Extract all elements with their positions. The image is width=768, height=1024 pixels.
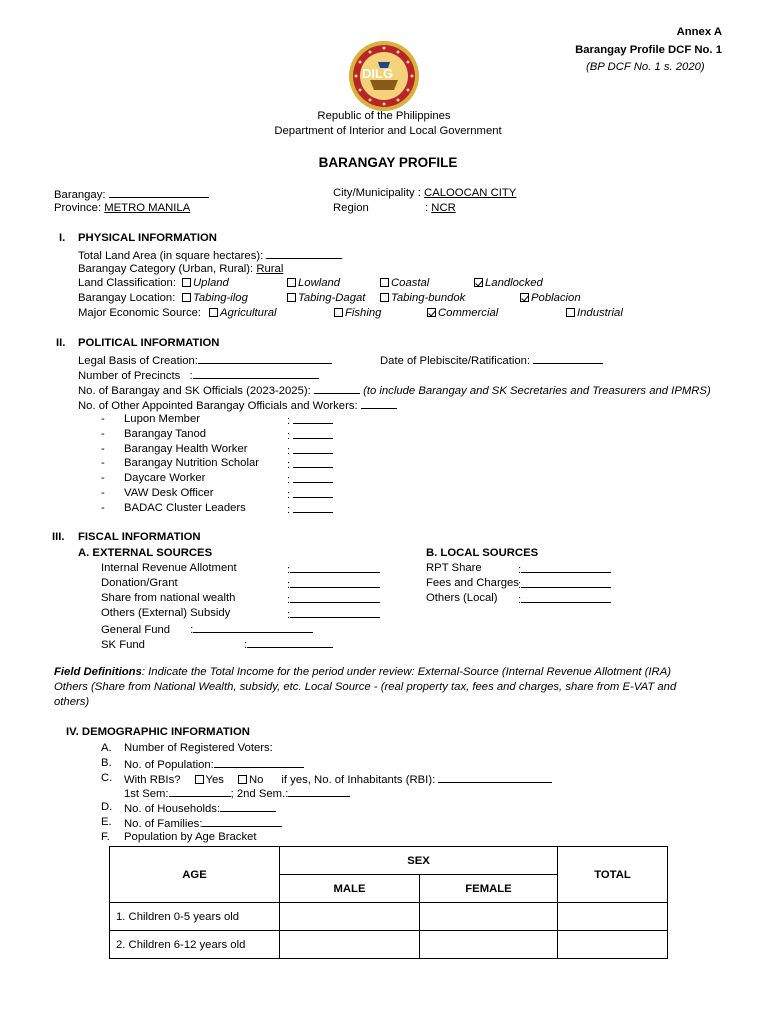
region-value-wrap [425, 202, 456, 214]
sk-fund-field: SK Fund : [101, 637, 333, 651]
rbi-field [124, 772, 552, 786]
sem2-label: ; 2nd Sem.: [230, 788, 289, 800]
general-fund-input-line[interactable] [193, 622, 313, 633]
worker-bullet: - [101, 427, 105, 440]
option-label: Industrial [577, 307, 623, 319]
marker-d: D. [101, 801, 113, 813]
option-label: Poblacion [531, 292, 581, 304]
category-value[interactable]: Rural [256, 263, 284, 275]
sem1-input-line[interactable] [169, 786, 231, 797]
province-label: Province: [54, 202, 102, 214]
section-number-3: III. [52, 531, 65, 543]
external-source-input-line[interactable] [290, 592, 380, 603]
external-source-label: Others (External) Subsidy [101, 607, 231, 619]
annex-label: Annex A [676, 26, 722, 38]
plebiscite-field [380, 353, 603, 367]
worker-count-input-line[interactable] [293, 457, 333, 468]
worker-count-field: : [287, 502, 333, 516]
local-source-label: Fees and Charges [426, 577, 519, 589]
external-source-field: : [287, 562, 380, 576]
sex-header: SEX [280, 847, 558, 875]
category-label: Barangay Category (Urban, Rural): [78, 263, 254, 275]
field-definitions [54, 666, 720, 678]
section-number-2: II. [56, 337, 66, 349]
worker-label: Barangay Health Worker [124, 442, 248, 455]
worker-bullet: - [101, 442, 105, 455]
population-label: No. of Population: [124, 759, 214, 771]
section-title-demographic: IV. DEMOGRAPHIC INFORMATION [66, 726, 250, 738]
local-source-input-line[interactable] [521, 562, 611, 573]
precincts-field: Number of Precincts : [78, 368, 319, 382]
total-cell[interactable] [558, 903, 668, 931]
seal-lettering: DILG [362, 66, 394, 81]
checkbox-upland[interactable] [182, 278, 191, 287]
rbi-no-label: No [248, 774, 264, 786]
other-appointed-input-line[interactable] [361, 398, 397, 409]
checkbox-fishing[interactable] [334, 308, 343, 317]
precincts-label: Number of Precincts [78, 370, 181, 382]
worker-count-field: : [287, 428, 333, 442]
female-header: FEMALE [420, 875, 558, 903]
city-label: City/Municipality : [333, 187, 421, 199]
age-bracket-label: Population by Age Bracket [124, 831, 257, 843]
male-cell[interactable] [280, 931, 420, 959]
worker-bullet: - [101, 413, 105, 425]
households-field [124, 801, 276, 815]
general-fund-field: General Fund : [101, 622, 313, 636]
option-poblacion[interactable] [520, 292, 581, 304]
option-label: Tabing-Dagat [298, 292, 366, 304]
external-source-label: Donation/Grant [101, 577, 178, 589]
local-source-field: : [518, 577, 611, 591]
barangay-location-label: Barangay Location: [78, 292, 176, 304]
field-definitions-label: Field Definitions [54, 666, 142, 678]
dcf-number: Barangay Profile DCF No. 1 [575, 44, 722, 56]
option-landlocked[interactable] [474, 277, 543, 289]
city-field [333, 187, 516, 199]
other-appointed-label: No. of Other Appointed Barangay Officials and Workers: [78, 400, 358, 412]
female-cell[interactable] [420, 903, 558, 931]
worker-count-input-line[interactable] [293, 487, 333, 498]
sem2-input-line[interactable] [288, 786, 350, 797]
general-fund-label: General Fund [101, 624, 171, 636]
land-area-label: Total Land Area (in square hectares): [78, 250, 264, 262]
legal-basis-field [78, 353, 332, 367]
dcf-reference: (BP DCF No. 1 s. 2020) [586, 61, 705, 73]
worker-bullet: - [101, 472, 105, 485]
marker-b: B. [101, 757, 112, 769]
external-sources-title: A. EXTERNAL SOURCES [78, 547, 213, 559]
province-value[interactable]: METRO MANILA [104, 202, 191, 214]
sk-fund-input-line[interactable] [247, 637, 333, 648]
option-industrial[interactable] [566, 307, 623, 319]
external-source-label: Share from national wealth [101, 592, 236, 604]
worker-bullet: - [101, 457, 105, 470]
section-number-1: I. [59, 232, 66, 244]
worker-count-field: : [287, 443, 333, 457]
families-input-line[interactable] [202, 816, 282, 827]
checkbox-industrial[interactable] [566, 308, 575, 317]
legal-basis-label: Legal Basis of Creation: [78, 355, 198, 367]
worker-label: BADAC Cluster Leaders [124, 501, 246, 514]
worker-count-input-line[interactable] [293, 413, 333, 424]
section-title-political: POLITICAL INFORMATION [78, 337, 220, 349]
rbi-inhabitants-input-line[interactable] [438, 772, 552, 783]
option-label: Tabing-bundok [391, 292, 466, 304]
worker-bullet: - [101, 501, 105, 514]
checkbox-coastal[interactable] [380, 278, 389, 287]
checkbox-agricultural[interactable] [209, 308, 218, 317]
worker-count-input-line[interactable] [293, 428, 333, 439]
barangay-input-line[interactable] [109, 187, 209, 198]
marker-f: F. [101, 831, 110, 843]
worker-count-field: : [287, 472, 333, 486]
local-source-input-line[interactable] [521, 577, 611, 588]
population-field [124, 757, 304, 771]
other-appointed-field [78, 398, 397, 412]
local-source-field: : [518, 562, 611, 576]
precincts-input-line[interactable] [193, 368, 319, 379]
option-label: Tabing-ilog [193, 292, 248, 304]
external-source-input-line[interactable] [290, 562, 380, 573]
field-definitions-line3: others) [54, 696, 90, 708]
plebiscite-label: Date of Plebiscite/Ratification: [380, 355, 531, 367]
rbi-yes-label: Yes [205, 774, 224, 786]
checkbox-tabing-bundok[interactable] [380, 293, 389, 302]
households-input-line[interactable] [220, 801, 276, 812]
option-label: Commercial [438, 307, 499, 319]
population-input-line[interactable] [214, 757, 304, 768]
land-classification-label: Land Classification: [78, 277, 176, 289]
male-cell[interactable] [280, 903, 420, 931]
worker-count-field: : [287, 487, 333, 501]
field-definitions-line2: Others (Share from National Wealth, subsidy, etc. Local Source - (real property tax, fees and charges, share from E-VAT and [54, 681, 677, 693]
worker-label: VAW Desk Officer [124, 487, 214, 499]
option-commercial[interactable] [427, 307, 498, 319]
registered-voters-label: Number of Registered Voters: [124, 742, 273, 754]
option-label: Landlocked [485, 277, 543, 289]
marker-a: A. [101, 742, 112, 754]
worker-label: Lupon Member [124, 413, 200, 425]
external-source-field: : [287, 577, 380, 591]
option-label: Agricultural [220, 307, 277, 319]
local-source-label: RPT Share [426, 562, 482, 574]
checkbox-rbi-no[interactable] [238, 775, 247, 784]
republic-line: Republic of the Philippines [317, 110, 451, 122]
male-header: MALE [280, 875, 420, 903]
region-label: Region [333, 202, 369, 214]
external-source-field: : [287, 607, 380, 621]
option-coastal[interactable] [380, 277, 429, 289]
sem1-label: 1st Sem: [124, 788, 169, 800]
external-source-label: Internal Revenue Allotment [101, 562, 237, 574]
table-row [110, 931, 668, 959]
checkbox-poblacion[interactable] [520, 293, 529, 302]
department-line: Department of Interior and Local Government [274, 125, 502, 137]
age-row-label: 2. Children 6-12 years old [110, 931, 280, 959]
option-label: Coastal [391, 277, 430, 289]
officials-field [78, 383, 711, 397]
table-row [110, 903, 668, 931]
sk-fund-label: SK Fund [101, 639, 145, 651]
families-field [124, 816, 282, 830]
category-field [78, 263, 283, 275]
region-field [333, 202, 369, 214]
local-source-field: : [518, 592, 611, 606]
option-tabing-dagat[interactable] [287, 292, 365, 304]
rbi-label: With RBIs? [124, 774, 181, 786]
worker-count-field: : [287, 413, 333, 427]
external-source-field: : [287, 592, 380, 606]
checkbox-tabing-dagat[interactable] [287, 293, 296, 302]
land-area-field [78, 248, 342, 262]
external-source-input-line[interactable] [290, 577, 380, 588]
worker-count-input-line[interactable] [293, 502, 333, 513]
semester-field [124, 786, 350, 800]
checkbox-lowland[interactable] [287, 278, 296, 287]
option-fishing[interactable] [334, 307, 381, 319]
total-header: TOTAL [558, 847, 668, 903]
barangay-label: Barangay: [54, 189, 106, 201]
worker-count-field: : [287, 457, 333, 471]
marker-e: E. [101, 816, 112, 828]
external-source-input-line[interactable] [290, 607, 380, 618]
age-row-label: 1. Children 0-5 years old [110, 903, 280, 931]
barangay-field [54, 187, 209, 201]
worker-label: Daycare Worker [124, 472, 206, 485]
worker-bullet: - [101, 487, 105, 499]
option-label: Upland [193, 277, 229, 289]
option-upland[interactable] [182, 277, 229, 289]
city-value[interactable]: CALOOCAN CITY [424, 187, 517, 199]
families-label: No. of Families: [124, 818, 203, 830]
officials-input-line[interactable] [314, 383, 360, 394]
marker-c: C. [101, 772, 113, 784]
section-title-physical: PHYSICAL INFORMATION [78, 232, 217, 244]
region-value[interactable]: NCR [431, 202, 456, 214]
option-label: Lowland [298, 277, 341, 289]
age-bracket-table [109, 846, 668, 959]
section-title-fiscal: FISCAL INFORMATION [78, 531, 201, 543]
total-cell[interactable] [558, 931, 668, 959]
officials-note: (to include Barangay and SK Secretaries and Treasurers and IPMRS) [363, 385, 711, 397]
local-source-input-line[interactable] [521, 592, 611, 603]
worker-label: Barangay Tanod [124, 427, 207, 440]
option-lowland[interactable] [287, 277, 340, 289]
age-header: AGE [110, 847, 280, 903]
plebiscite-input-line[interactable] [533, 353, 603, 364]
checkbox-landlocked[interactable] [474, 278, 483, 287]
local-sources-title: B. LOCAL SOURCES [426, 547, 539, 559]
legal-basis-input-line[interactable] [198, 353, 332, 364]
economic-source-label: Major Economic Source: [78, 307, 202, 319]
worker-count-input-line[interactable] [293, 443, 333, 454]
checkbox-tabing-ilog[interactable] [182, 293, 191, 302]
checkbox-commercial[interactable] [427, 308, 436, 317]
field-definitions-text: : Indicate the Total Income for the period under review: External-Source (Internal Revenue Allotment (IRA) [141, 666, 672, 678]
checkbox-rbi-yes[interactable] [195, 775, 204, 784]
option-agricultural[interactable] [209, 307, 277, 319]
land-area-input-line[interactable] [266, 248, 342, 259]
local-source-label: Others (Local) [426, 592, 498, 604]
province-field [54, 202, 190, 214]
region-colon: : [425, 202, 429, 214]
worker-count-input-line[interactable] [293, 472, 333, 483]
option-tabing-bundok[interactable] [380, 292, 465, 304]
officials-label: No. of Barangay and SK Officials (2023-2025): [78, 385, 311, 397]
rbi-inhabitants-label: if yes, No. of Inhabitants (RBI): [281, 774, 436, 786]
worker-label: Barangay Nutrition Scholar [124, 457, 260, 470]
page-title: BARANGAY PROFILE [318, 155, 458, 170]
female-cell[interactable] [420, 931, 558, 959]
option-tabing-ilog[interactable] [182, 292, 248, 304]
households-label: No. of Households: [124, 803, 221, 815]
option-label: Fishing [345, 307, 382, 319]
